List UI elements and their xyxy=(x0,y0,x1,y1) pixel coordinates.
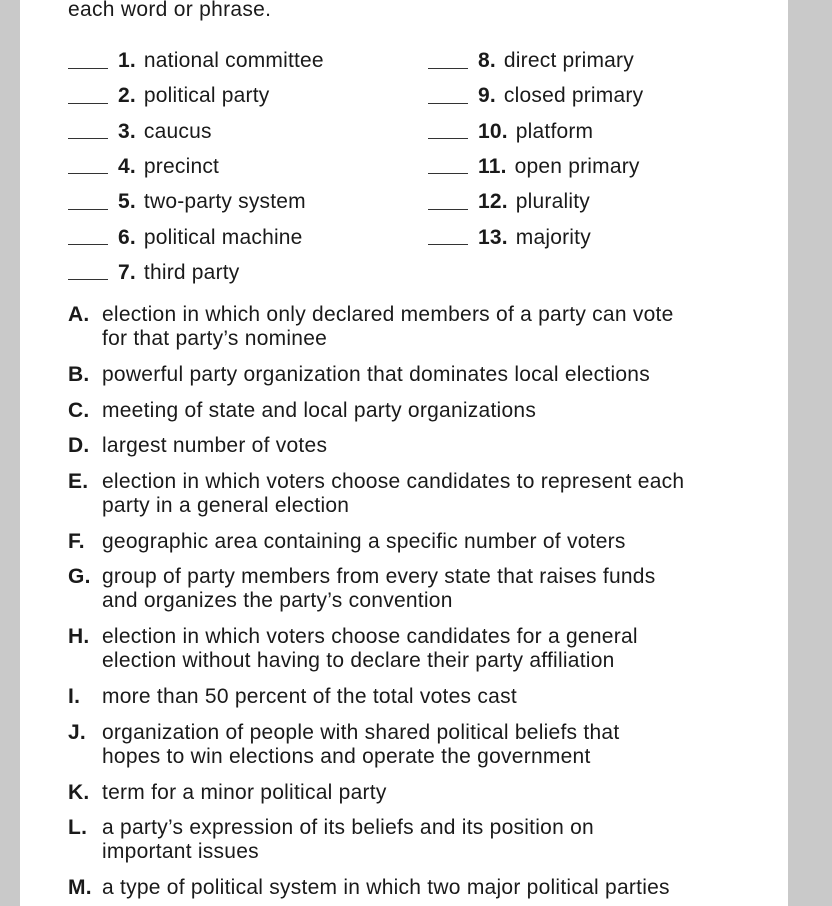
definition-item xyxy=(68,303,788,351)
term-label: closed primary xyxy=(503,84,644,108)
definition-letter: A. xyxy=(68,303,90,326)
definition-item xyxy=(68,816,788,864)
term-item xyxy=(428,187,590,217)
definition-letter: E. xyxy=(68,469,89,493)
definition-item xyxy=(68,434,788,458)
definition-item xyxy=(68,625,788,673)
term-label: two-party system xyxy=(143,190,306,214)
term-number: 12. xyxy=(478,190,508,214)
definition-letter: M. xyxy=(68,876,92,899)
term-item xyxy=(68,81,269,111)
term-label: political party xyxy=(143,84,270,108)
definition-item xyxy=(68,363,788,387)
term-label: plurality xyxy=(515,190,590,214)
term-number: 5. xyxy=(118,190,136,214)
definition-item xyxy=(68,781,788,805)
answer-blank[interactable] xyxy=(428,230,468,245)
definition-text-line: meeting of state and local party organizations xyxy=(102,398,537,422)
answer-blank[interactable] xyxy=(68,159,108,174)
definition-letter: H. xyxy=(68,625,90,648)
definition-text-line: group of party members from every state that raises funds xyxy=(102,565,656,588)
term-number: 3. xyxy=(118,119,136,143)
term-label: open primary xyxy=(514,154,640,178)
answer-blank[interactable] xyxy=(428,124,468,139)
definition-text-line: term for a minor political party xyxy=(102,780,387,804)
term-item xyxy=(68,223,303,253)
definition-item xyxy=(68,530,788,554)
answer-blank[interactable] xyxy=(428,159,468,174)
term-item xyxy=(68,117,212,147)
term-item xyxy=(428,223,591,253)
definition-letter: B. xyxy=(68,363,90,386)
term-label: precinct xyxy=(143,154,220,178)
definition-item xyxy=(68,721,788,769)
definition-letter: I. xyxy=(68,685,81,708)
answer-blank[interactable] xyxy=(428,54,468,69)
definition-text-line: a type of political system in which two major political parties xyxy=(102,876,670,899)
answer-blank[interactable] xyxy=(68,89,108,104)
definition-text-line: election in which voters choose candidates to represent each xyxy=(102,469,685,493)
definition-letter: G. xyxy=(68,565,91,588)
term-number: 1. xyxy=(118,49,136,72)
definition-text-line: powerful party organization that dominates local elections xyxy=(102,363,650,386)
definition-text-line: election without having to declare their party affiliation xyxy=(102,649,615,672)
term-label: platform xyxy=(515,119,594,143)
term-item xyxy=(428,117,593,147)
definition-text-line: more than 50 percent of the total votes cast xyxy=(102,685,517,708)
definition-item xyxy=(68,876,788,900)
definition-item xyxy=(68,470,788,518)
definition-letter: D. xyxy=(68,434,90,457)
term-item xyxy=(68,258,240,288)
definition-text-line: for that party’s nominee xyxy=(102,327,328,350)
definition-text-line: party in a general election xyxy=(102,493,350,517)
term-label: caucus xyxy=(143,119,212,143)
answer-blank[interactable] xyxy=(428,89,468,104)
term-number: 13. xyxy=(478,225,508,249)
term-item xyxy=(68,187,306,217)
term-label: third party xyxy=(143,260,240,284)
definition-letter: C. xyxy=(68,398,90,422)
term-item xyxy=(428,81,643,111)
term-number: 2. xyxy=(118,84,136,108)
term-label: direct primary xyxy=(503,49,634,72)
term-number: 8. xyxy=(478,49,496,72)
definition-letter: J. xyxy=(68,720,87,744)
term-item xyxy=(68,152,219,182)
term-number: 9. xyxy=(478,84,496,108)
definition-letter: K. xyxy=(68,780,90,804)
term-label: national committee xyxy=(143,49,324,72)
definition-text-line: largest number of votes xyxy=(102,434,328,457)
answer-blank[interactable] xyxy=(68,124,108,139)
definition-letter: L. xyxy=(68,816,88,839)
answer-blank[interactable] xyxy=(68,230,108,245)
instruction-fragment: each word or phrase. xyxy=(68,0,272,21)
term-number: 4. xyxy=(118,154,136,178)
term-item xyxy=(428,152,640,182)
definition-text-line: and organizes the party’s convention xyxy=(102,589,453,612)
definition-text-line: geographic area containing a specific number of voters xyxy=(102,529,626,553)
term-label: political machine xyxy=(143,225,303,249)
term-number: 7. xyxy=(118,260,136,284)
definition-text-line: organization of people with shared political beliefs that xyxy=(102,720,620,744)
definition-item xyxy=(68,565,788,613)
term-number: 6. xyxy=(118,225,136,249)
definition-text-line: a party’s expression of its beliefs and its position on xyxy=(102,816,594,839)
term-number: 10. xyxy=(478,119,508,143)
term-label: majority xyxy=(515,225,591,249)
term-number: 11. xyxy=(478,154,507,178)
term-item xyxy=(428,46,634,76)
definition-text-line: election in which voters choose candidates for a general xyxy=(102,625,638,648)
definition-item xyxy=(68,685,788,709)
term-item xyxy=(68,46,324,76)
answer-blank[interactable] xyxy=(68,54,108,69)
answer-blank[interactable] xyxy=(68,195,108,210)
definition-item xyxy=(68,399,788,423)
definition-letter: F. xyxy=(68,529,85,553)
worksheet-page xyxy=(20,0,788,906)
answer-blank[interactable] xyxy=(428,195,468,210)
definition-text-line: election in which only declared members of a party can vote xyxy=(102,303,674,326)
definition-text-line: important issues xyxy=(102,840,259,863)
definition-text-line: hopes to win elections and operate the government xyxy=(102,744,591,768)
answer-blank[interactable] xyxy=(68,265,108,280)
